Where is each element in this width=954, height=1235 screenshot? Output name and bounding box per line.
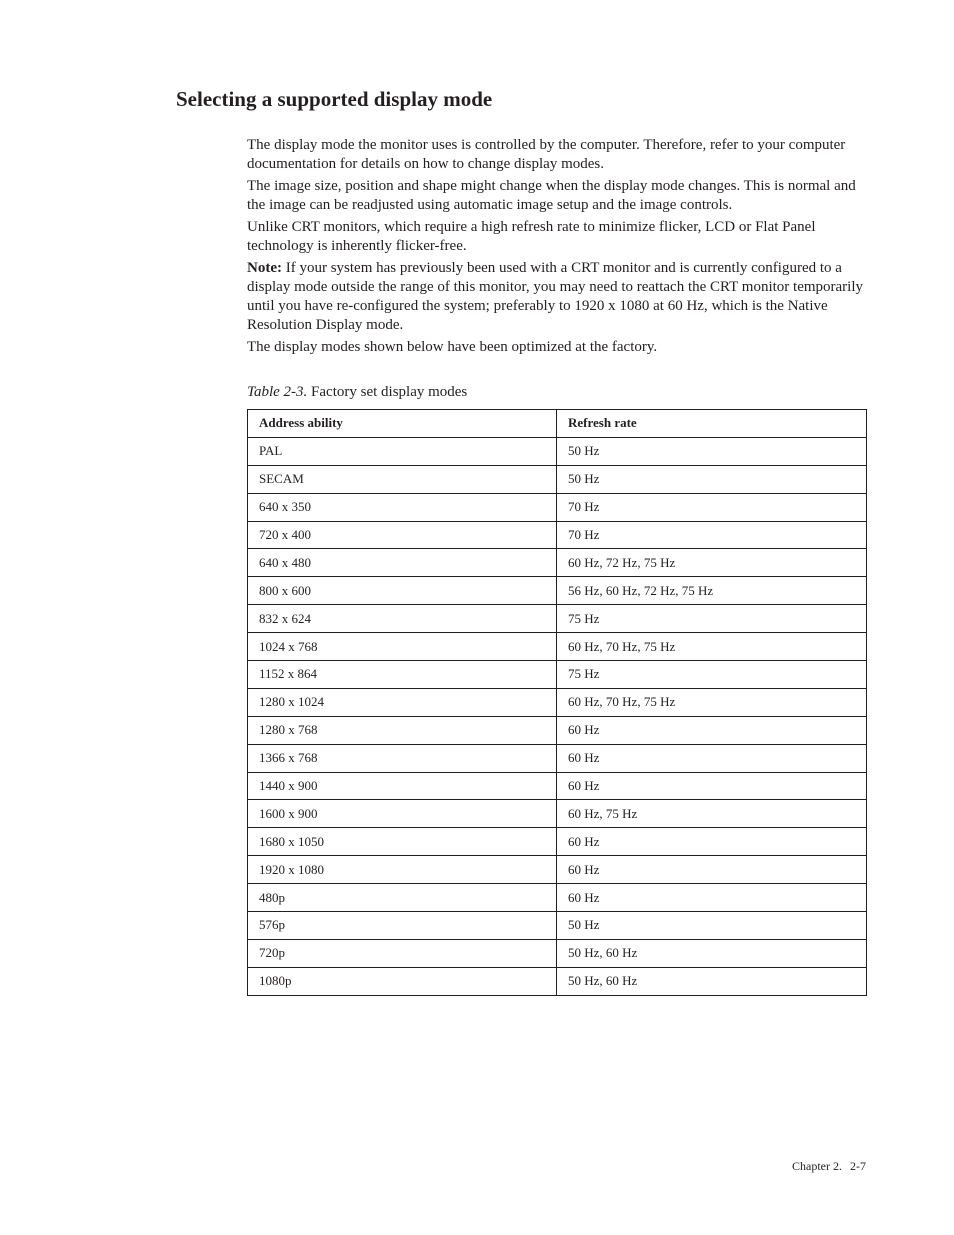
paragraph-optimized-modes: The display modes shown below have been optimized at the factory. bbox=[247, 339, 658, 355]
cell-refresh-rate: 60 Hz bbox=[557, 716, 867, 744]
cell-refresh-rate: 60 Hz bbox=[557, 772, 867, 800]
cell-refresh-rate: 50 Hz bbox=[557, 912, 867, 940]
table-row bbox=[248, 856, 867, 884]
cell-address-ability: 1680 x 1050 bbox=[248, 828, 557, 856]
paragraph-display-mode-control: The display mode the monitor uses is controlled by the computer. Therefore, refer to your computer documentation for details on how to change display modes. bbox=[247, 137, 846, 172]
cell-refresh-rate: 50 Hz bbox=[557, 465, 867, 493]
cell-address-ability: 832 x 624 bbox=[248, 605, 557, 633]
page-footer bbox=[792, 1159, 866, 1174]
table-row bbox=[248, 605, 867, 633]
cell-refresh-rate: 60 Hz, 70 Hz, 75 Hz bbox=[557, 633, 867, 661]
cell-refresh-rate: 75 Hz bbox=[557, 661, 867, 689]
note-paragraph bbox=[247, 259, 867, 335]
table-row bbox=[248, 661, 867, 689]
cell-refresh-rate: 60 Hz bbox=[557, 744, 867, 772]
cell-refresh-rate: 70 Hz bbox=[557, 493, 867, 521]
cell-address-ability: 576p bbox=[248, 912, 557, 940]
table-row bbox=[248, 465, 867, 493]
cell-refresh-rate: 60 Hz bbox=[557, 828, 867, 856]
cell-address-ability: 1280 x 768 bbox=[248, 716, 557, 744]
table-caption-text: Factory set display modes bbox=[307, 384, 468, 400]
page-title: Selecting a supported display mode bbox=[176, 87, 493, 111]
table-body bbox=[248, 437, 867, 995]
footer-chapter: Chapter 2. bbox=[792, 1159, 842, 1173]
cell-refresh-rate: 56 Hz, 60 Hz, 72 Hz, 75 Hz bbox=[557, 577, 867, 605]
cell-refresh-rate: 50 Hz, 60 Hz bbox=[557, 939, 867, 967]
note-text: If your system has previously been used with a CRT monitor and is currently configured to a display mode outside the range of this monitor, you may need to reattach the CRT monitor temporarily until you have re-configured the system; preferably to 1920 x 1080 at 60 Hz, which is the Native Resolution Display mode. bbox=[247, 260, 864, 333]
cell-refresh-rate: 50 Hz, 60 Hz bbox=[557, 967, 867, 995]
cell-address-ability: 1600 x 900 bbox=[248, 800, 557, 828]
table-row bbox=[248, 493, 867, 521]
cell-refresh-rate: 60 Hz, 75 Hz bbox=[557, 800, 867, 828]
cell-address-ability: 1280 x 1024 bbox=[248, 688, 557, 716]
table-row bbox=[248, 744, 867, 772]
cell-address-ability: 1920 x 1080 bbox=[248, 856, 557, 884]
table-row bbox=[248, 577, 867, 605]
cell-address-ability: 640 x 350 bbox=[248, 493, 557, 521]
table-row bbox=[248, 828, 867, 856]
cell-refresh-rate: 60 Hz bbox=[557, 884, 867, 912]
cell-refresh-rate: 60 Hz, 70 Hz, 75 Hz bbox=[557, 688, 867, 716]
table-row bbox=[248, 884, 867, 912]
display-modes-table bbox=[247, 409, 867, 996]
cell-address-ability: 1080p bbox=[248, 967, 557, 995]
table-row bbox=[248, 716, 867, 744]
cell-address-ability: 640 x 480 bbox=[248, 549, 557, 577]
table-row bbox=[248, 939, 867, 967]
paragraph-flicker: Unlike CRT monitors, which require a high refresh rate to minimize flicker, LCD or Flat Panel technology is inherently flicker-free. bbox=[247, 219, 816, 254]
table-row bbox=[248, 912, 867, 940]
footer-page-number: 2-7 bbox=[850, 1159, 866, 1173]
cell-address-ability: 800 x 600 bbox=[248, 577, 557, 605]
table-row bbox=[248, 800, 867, 828]
cell-refresh-rate: 50 Hz bbox=[557, 437, 867, 465]
table-header-row bbox=[248, 410, 867, 438]
cell-address-ability: 1440 x 900 bbox=[248, 772, 557, 800]
column-header-refresh-rate: Refresh rate bbox=[557, 410, 867, 438]
cell-refresh-rate: 60 Hz, 72 Hz, 75 Hz bbox=[557, 549, 867, 577]
cell-address-ability: 720 x 400 bbox=[248, 521, 557, 549]
table-row bbox=[248, 688, 867, 716]
paragraph-image-size: The image size, position and shape might change when the display mode changes. This is normal and the image can be readjusted using automatic image setup and the image controls. bbox=[247, 178, 856, 213]
body-text bbox=[247, 136, 867, 360]
table-row bbox=[248, 521, 867, 549]
note-label: Note: bbox=[247, 260, 282, 276]
cell-address-ability: PAL bbox=[248, 437, 557, 465]
cell-refresh-rate: 75 Hz bbox=[557, 605, 867, 633]
column-header-address-ability: Address ability bbox=[248, 410, 557, 438]
cell-refresh-rate: 60 Hz bbox=[557, 856, 867, 884]
table-row bbox=[248, 967, 867, 995]
table-row bbox=[248, 437, 867, 465]
table-row bbox=[248, 633, 867, 661]
cell-refresh-rate: 70 Hz bbox=[557, 521, 867, 549]
cell-address-ability: 1024 x 768 bbox=[248, 633, 557, 661]
cell-address-ability: 1152 x 864 bbox=[248, 661, 557, 689]
table-row bbox=[248, 772, 867, 800]
table-caption-label: Table 2-3. bbox=[247, 384, 308, 400]
cell-address-ability: 1366 x 768 bbox=[248, 744, 557, 772]
cell-address-ability: 720p bbox=[248, 939, 557, 967]
table-row bbox=[248, 549, 867, 577]
table-caption bbox=[247, 383, 467, 402]
cell-address-ability: 480p bbox=[248, 884, 557, 912]
cell-address-ability: SECAM bbox=[248, 465, 557, 493]
